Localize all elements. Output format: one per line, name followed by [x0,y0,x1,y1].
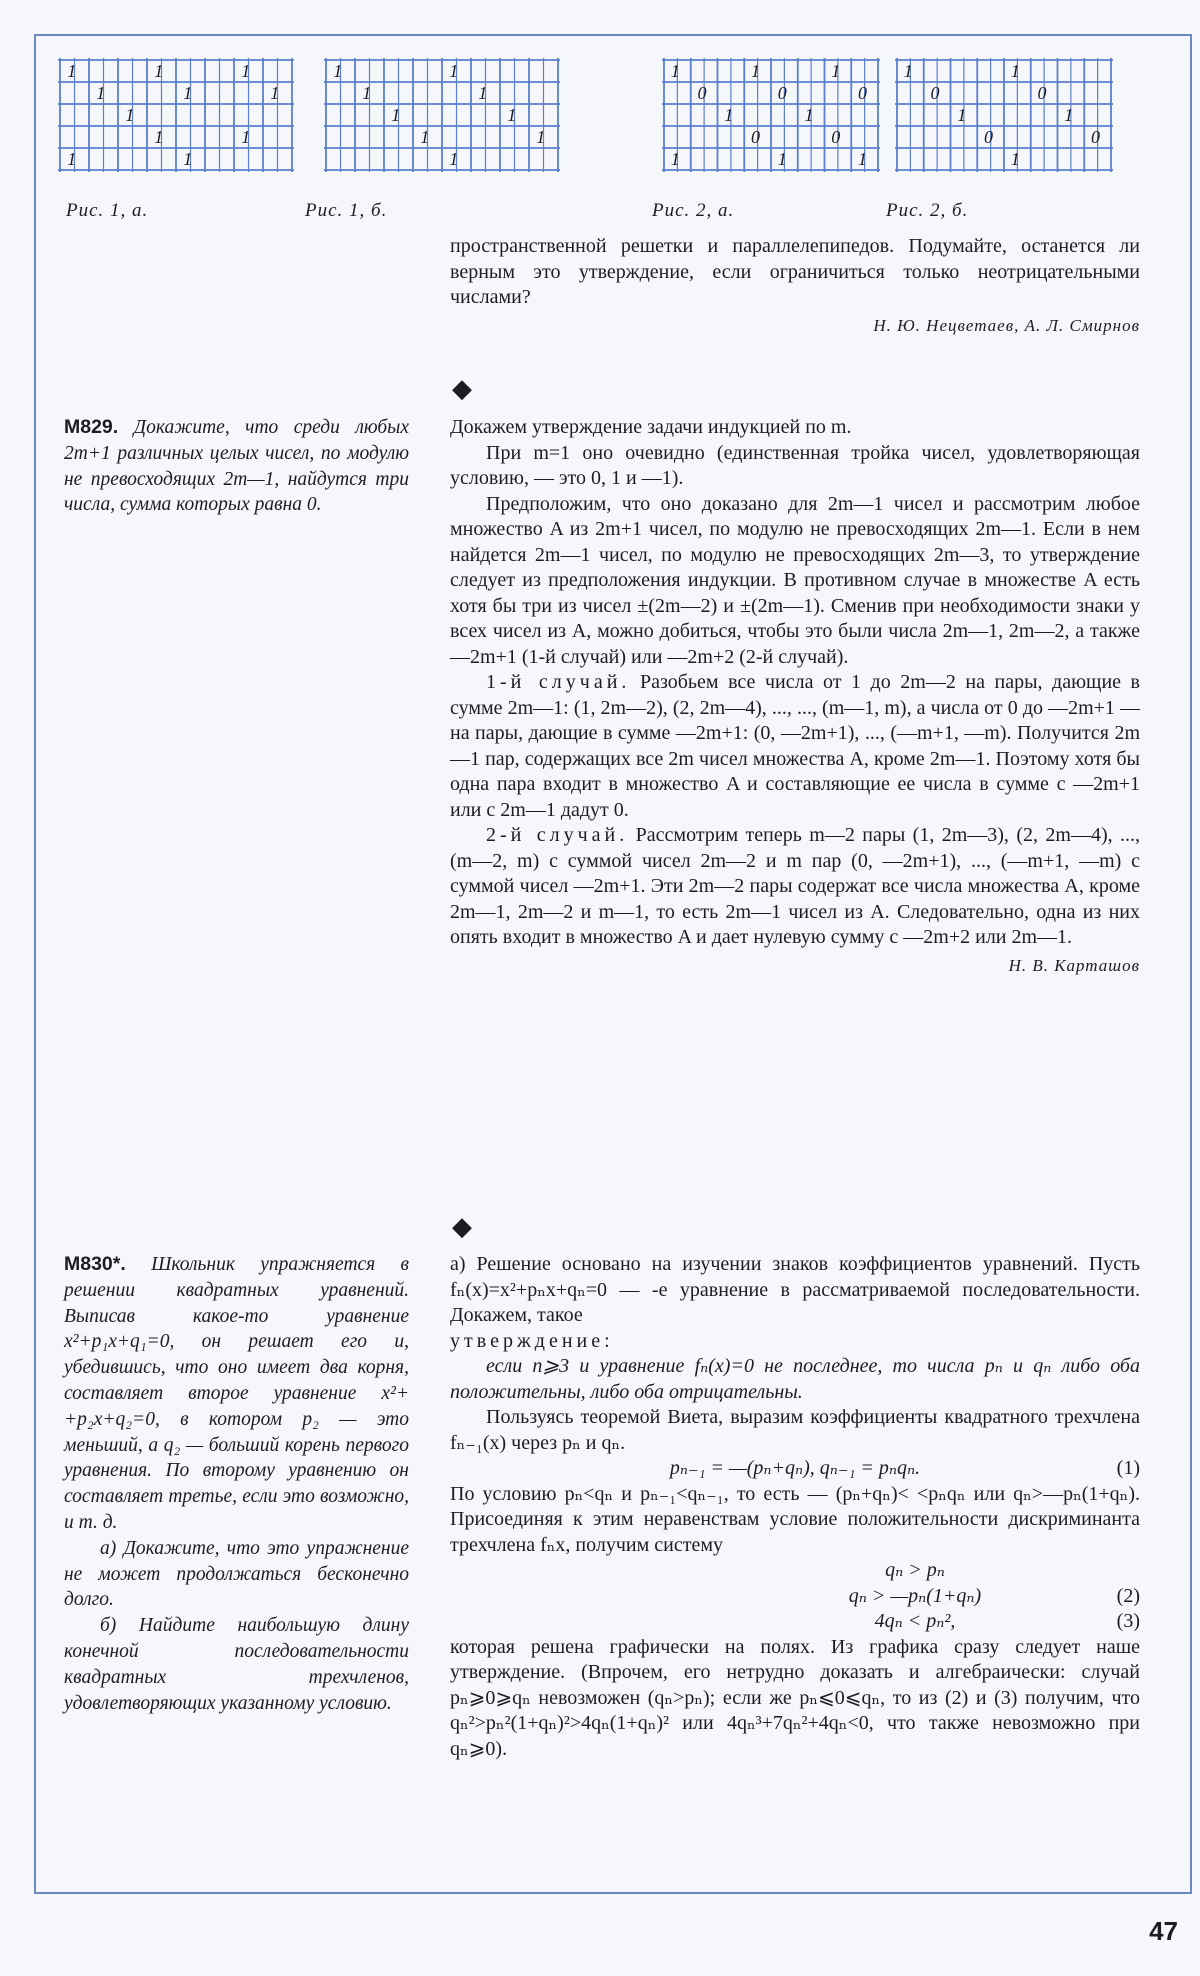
grid-value: 1 [391,105,401,126]
m829-paragraph: Докажем утверждение задачи индукцией по m. [450,416,852,438]
top-continuation [450,234,1140,338]
grid-value: 1 [125,105,135,126]
grid-value: 1 [670,149,680,170]
m829-problem [64,415,409,518]
m829-case1-text: Разобьем все числа от 1 до 2m—2 на пары, дающие в сумме 2m—1: (1, 2m—2), (2, 2m—4), ..., ..., (m—1, m), а числа от 0 до —2m+1 — на пары, дающие в сумме —2m+1: (0, —2m+1), ..., (—m+1, —m). Получится 2m—1 пар, содержащих все 2m чисел множества A, кроме 2m—1. Поэтому хотя бы одна пара входит в множество A и составляющие ее числа в сумме с —2m+1 или с 2m—1 дадут 0. [450,671,1141,821]
m830-system-line-1: qₙ > pₙ [885,1559,945,1581]
figure-2b [893,56,1115,174]
grid-value: 1 [241,127,251,148]
m830-formula-1 [450,1456,1140,1482]
grid-value: 1 [831,61,841,82]
grid-value: 1 [362,83,372,104]
grid-value: 0 [697,83,707,104]
grid-value: 1 [1064,105,1074,126]
grid-value: 1 [750,61,760,82]
m830-eq-number-2: (2) [1116,1584,1140,1607]
grid-value: 1 [903,61,913,82]
figure-2a [660,56,882,174]
m829-diamond-icon: ◆ [452,374,472,403]
m830-eq-number-1: (1) [1116,1457,1140,1479]
grid-value: 1 [724,105,734,126]
m830-formula-1-text: pₙ₋₁ = —(pₙ+qₙ), qₙ₋₁ = pₙqₙ. [669,1457,921,1479]
m829-case1 [450,670,1140,823]
figure-1a-grid [56,56,296,174]
m830-paragraph-1: а) Решение основано на изучении знаков коэффициентов уравнений. Пусть fₙ(x)=x²+pₙx+qₙ=0 — -е уравнение в рассматриваемой последовательности. Докажем, такое [450,1253,1140,1326]
m830-claim-label: утверждение: [450,1329,614,1352]
grid-value: 0 [750,127,760,148]
m830-paragraph-2: Пользуясь теоремой Виета, выразим коэффициенты квадратного трехчлена fₙ₋₁(x) через pₙ и qₙ. [450,1406,1140,1454]
m829-case2-label: 2-й случай. [486,824,629,846]
top-text-author: Н. Ю. Нецветаев, А. Л. Смирнов [873,315,1140,335]
m829-case2-text: Рассмотрим теперь m—2 пары (1, 2m—3), (2, 2m—4), ..., (m—2, m) с суммой чисел 2m—2 и m пар (0, —2m+1), ..., (—m+1, —m) с суммой чисел —2m+1. Эти 2m—2 пары содержат все числа множества A, кроме 2m—1, 2m—2 и m—1, то есть 2m—1 чисел из A. Следовательно, одна из них опять входит в множество A и дает нулевую сумму с —2m+2 или 2m—1. [450,824,1141,948]
grid-value: 1 [478,83,488,104]
grid-value: 0 [831,127,841,148]
m829-author: Н. В. Карташов [1008,955,1140,975]
grid-value: 1 [777,149,787,170]
m830-part-b: б) Найдите наибольшую длину конечной последовательности квадратных трехчленов, удовлетворяющих указанному условию. [64,1615,409,1714]
top-text-body: пространственной решетки и параллелепипедов. Подумайте, останется ли верным это утверждение, если ограничиться только неотрицательными числами? [450,235,1140,308]
m829-case2 [450,823,1140,951]
figure-2a-caption: Рис. 2, а. [652,200,735,221]
grid-value: 0 [777,83,787,104]
grid-value: 1 [449,149,459,170]
m830-diamond-icon: ◆ [452,1212,472,1241]
grid-value: 1 [670,61,680,82]
m830-system-line-3: 4qₙ < pₙ², [874,1610,956,1632]
figures-row [0,56,1200,226]
m830-star: *. [112,1253,126,1275]
figure-1a-caption: Рис. 1, а. [66,200,149,221]
grid-value: 1 [270,83,280,104]
m830-system-2 [450,1584,1140,1610]
grid-value: 0 [930,83,940,104]
grid-value: 1 [67,61,77,82]
grid-value: 0 [983,127,993,148]
grid-value: 1 [154,61,164,82]
grid-value: 1 [449,61,459,82]
m829-case1-label: 1-й случай. [486,671,631,693]
grid-value: 0 [1090,127,1100,148]
m829-id: M829. [64,416,119,438]
m829-paragraph: Предположим, что оно доказано для 2m—1 чисел и рассмотрим любое множество A из 2m+1 чисел, по модулю не превосходящих 2m—1. Если в нем найдется 2m—1 чисел, по модулю не превосходящих 2m—3, то утверждение следует из предположения индукции. В противном случае в множестве A есть хотя бы три из чисел ±(2m—2) и ±(2m—1). Сменив при необходимости знаки у всех чисел из A, можно добиться, чтобы это были числа 2m—1, 2m—2, а также —2m+1 (1-й случай) или —2m+2 (2-й случай). [450,492,1140,668]
grid-value: 1 [154,127,164,148]
m830-solution [450,1252,1140,1762]
grid-value: 1 [67,149,77,170]
figure-1b [322,56,562,174]
grid-value: 1 [957,105,967,126]
figure-1a [56,56,296,174]
grid-value: 1 [183,83,193,104]
m830-part-a: а) Докажите, что это упражнение не может продолжаться бесконечно долго. [64,1537,409,1611]
m830-id: M830 [64,1253,113,1275]
figure-1b-grid [322,56,562,174]
grid-value: 1 [507,105,517,126]
figure-1b-caption: Рис. 1, б. [305,200,388,221]
m830-system-3 [450,1609,1140,1635]
grid-value: 1 [183,149,193,170]
figure-2b-caption: Рис. 2, б. [886,200,969,221]
m830-system-line-2: qₙ > —pₙ(1+qₙ) [848,1584,982,1607]
grid-value: 0 [1037,83,1047,104]
m830-claim: если n⩾3 и уравнение fₙ(x)=0 не последнее, то числа pₙ и qₙ либо оба положительны, либо оба отрицательны. [450,1355,1140,1403]
page-number: 47 [1149,1916,1178,1946]
m829-problem-text: Докажите, что среди любых 2m+1 различных целых чисел, по модулю не превосходящих 2m—1, найдутся три числа, сумма которых равна 0. [64,417,410,516]
grid-value: 1 [420,127,430,148]
grid-value: 0 [857,83,867,104]
grid-value: 1 [857,149,867,170]
m829-solution [450,415,1140,978]
grid-value: 1 [804,105,814,126]
grid-value: 1 [536,127,546,148]
grid-value: 1 [96,83,106,104]
m830-system-1 [450,1558,1140,1584]
figure-2a-grid [660,56,882,174]
m830-paragraph-3: По условию pₙ<qₙ и pₙ₋₁<qₙ₋₁, то есть — (pₙ+qₙ)< <pₙqₙ или qₙ>—pₙ(1+qₙ). Присоединяя к этим неравенствам условие положительности дискриминанта трехчлена fₙx, получим систему [450,1482,1140,1556]
m830-problem-text: Школьник упражняется в решении квадратных уравнений. Выписав какое-то уравнение x²+p₁x+q₁=0, он решает его и, убедившись, что оно имеет два корня, составляет второе уравнение x²+ +p₂x+q₂=0, в котором p₂ — это меньший, а q₂ — больший корень первого уравнения. По второму уравнению он составляет третье, если это возможно, и т. д. [64,1254,409,1533]
grid-value: 1 [1010,61,1020,82]
m830-eq-number-3: (3) [1116,1610,1140,1632]
grid-value: 1 [241,61,251,82]
figure-2b-grid [893,56,1115,174]
m830-problem [64,1252,409,1716]
m829-paragraph: При m=1 оно очевидно (единственная тройка чисел, удовлетворяющая условию, — это 0, 1 и —1). [450,441,1140,489]
grid-value: 1 [333,61,343,82]
m830-paragraph-4: которая решена графически на полях. Из графика сразу следует наше утверждение. (Впрочем, его нетрудно доказать и алгебраически: случай pₙ⩾0⩾qₙ невозможен (qₙ>pₙ); если же pₙ⩽0⩽qₙ, то из (2) и (3) получим, что qₙ²>pₙ²(1+qₙ)²>4qₙ(1+qₙ)² или 4qₙ³+7qₙ²+4qₙ<0, что также невозможно при qₙ⩾0). [450,1635,1140,1760]
grid-value: 1 [1010,149,1020,170]
